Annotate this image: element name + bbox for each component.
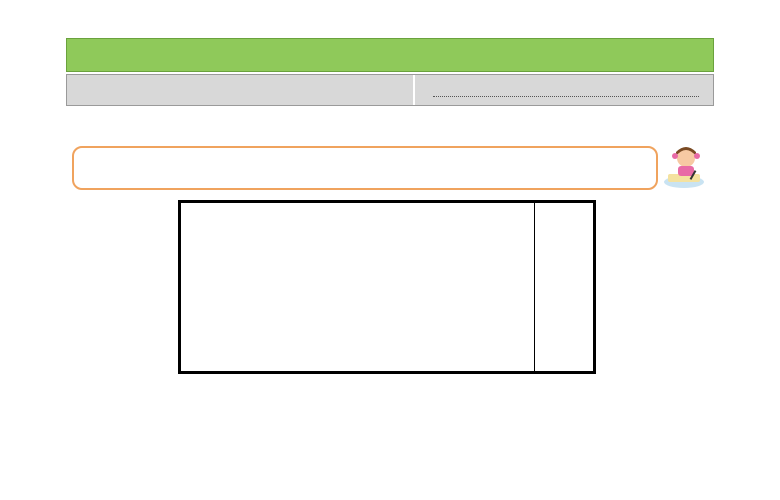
pencil-border-left <box>0 0 52 500</box>
student-name-field[interactable] <box>413 75 713 105</box>
student-name-dots <box>433 83 699 97</box>
fruit-pictograph-table <box>178 200 596 374</box>
header-fruit <box>535 202 595 373</box>
pencil-border-top <box>0 0 780 34</box>
header-data <box>180 202 535 373</box>
skill-cell <box>67 75 413 105</box>
pencil-border-right <box>724 0 780 500</box>
table-header-row <box>180 202 595 373</box>
info-bar <box>66 74 714 106</box>
girl-writing-icon <box>660 142 708 190</box>
worksheet-title <box>66 38 714 72</box>
activity-box <box>72 146 658 190</box>
